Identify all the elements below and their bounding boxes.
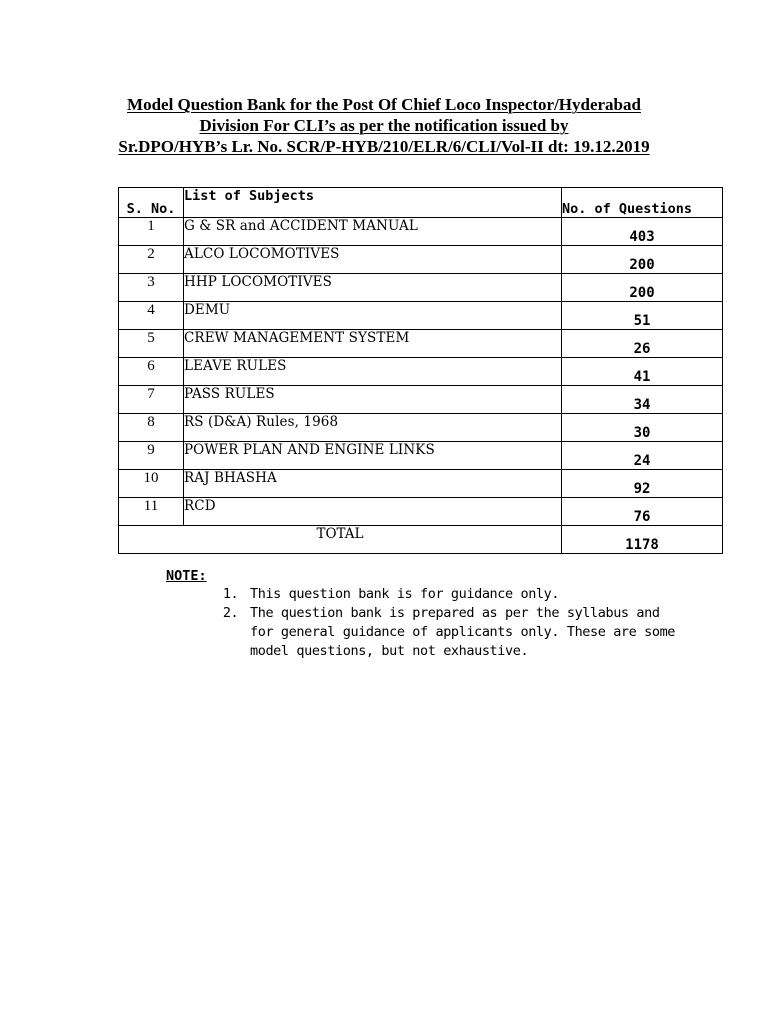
title-line-2: Division For CLI’s as per the notification issued by (199, 116, 569, 135)
table-row (119, 358, 723, 386)
note-item-1: 1. This question bank is for guidance only. (246, 585, 686, 604)
header-sno: S. No. (119, 188, 184, 218)
row-questions: 30 (562, 414, 723, 442)
subjects-table (118, 187, 723, 554)
header-subject: List of Subjects (184, 188, 562, 218)
row-subject: ALCO LOCOMOTIVES (184, 246, 562, 274)
row-subject: CREW MANAGEMENT SYSTEM (184, 330, 562, 358)
row-subject: HHP LOCOMOTIVES (184, 274, 562, 302)
row-sno: 3 (119, 274, 184, 302)
row-questions: 26 (562, 330, 723, 358)
row-questions: 51 (562, 302, 723, 330)
total-label: TOTAL (119, 526, 562, 554)
table-row (119, 218, 723, 246)
table-row (119, 414, 723, 442)
row-questions: 34 (562, 386, 723, 414)
row-sno: 8 (119, 414, 184, 442)
note-item-2: 2. The question bank is prepared as per the syllabus and for general guidance of applicants only. These are some model questions, but not exhaustive. (246, 604, 686, 661)
total-value: 1178 (562, 526, 723, 554)
row-sno: 6 (119, 358, 184, 386)
document-title (0, 94, 768, 157)
row-subject: LEAVE RULES (184, 358, 562, 386)
table-row (119, 274, 723, 302)
table-row (119, 246, 723, 274)
table-row (119, 498, 723, 526)
table-row (119, 302, 723, 330)
row-questions: 24 (562, 442, 723, 470)
row-sno: 11 (119, 498, 184, 526)
row-sno: 10 (119, 470, 184, 498)
note-label: NOTE: (166, 568, 207, 584)
row-sno: 9 (119, 442, 184, 470)
row-sno: 1 (119, 218, 184, 246)
row-sno: 4 (119, 302, 184, 330)
row-questions: 200 (562, 274, 723, 302)
table-row (119, 442, 723, 470)
header-questions: No. of Questions (562, 188, 723, 218)
row-questions: 200 (562, 246, 723, 274)
row-subject: G & SR and ACCIDENT MANUAL (184, 218, 562, 246)
row-subject: POWER PLAN AND ENGINE LINKS (184, 442, 562, 470)
row-subject: RS (D&A) Rules, 1968 (184, 414, 562, 442)
table-header-row (119, 188, 723, 218)
note-list (166, 585, 686, 661)
row-subject: PASS RULES (184, 386, 562, 414)
title-line-3: Sr.DPO/HYB’s Lr. No. SCR/P-HYB/210/ELR/6/CLI/Vol-II dt: 19.12.2019 (118, 137, 650, 156)
row-subject: DEMU (184, 302, 562, 330)
title-line-1: Model Question Bank for the Post Of Chief Loco Inspector/Hyderabad (127, 95, 641, 114)
row-questions: 76 (562, 498, 723, 526)
row-questions: 403 (562, 218, 723, 246)
table-row (119, 470, 723, 498)
note-section (166, 567, 686, 661)
row-questions: 92 (562, 470, 723, 498)
total-row (119, 526, 723, 554)
row-sno: 7 (119, 386, 184, 414)
row-subject: RAJ BHASHA (184, 470, 562, 498)
row-questions: 41 (562, 358, 723, 386)
table-row (119, 330, 723, 358)
table-row (119, 386, 723, 414)
row-sno: 5 (119, 330, 184, 358)
row-subject: RCD (184, 498, 562, 526)
row-sno: 2 (119, 246, 184, 274)
